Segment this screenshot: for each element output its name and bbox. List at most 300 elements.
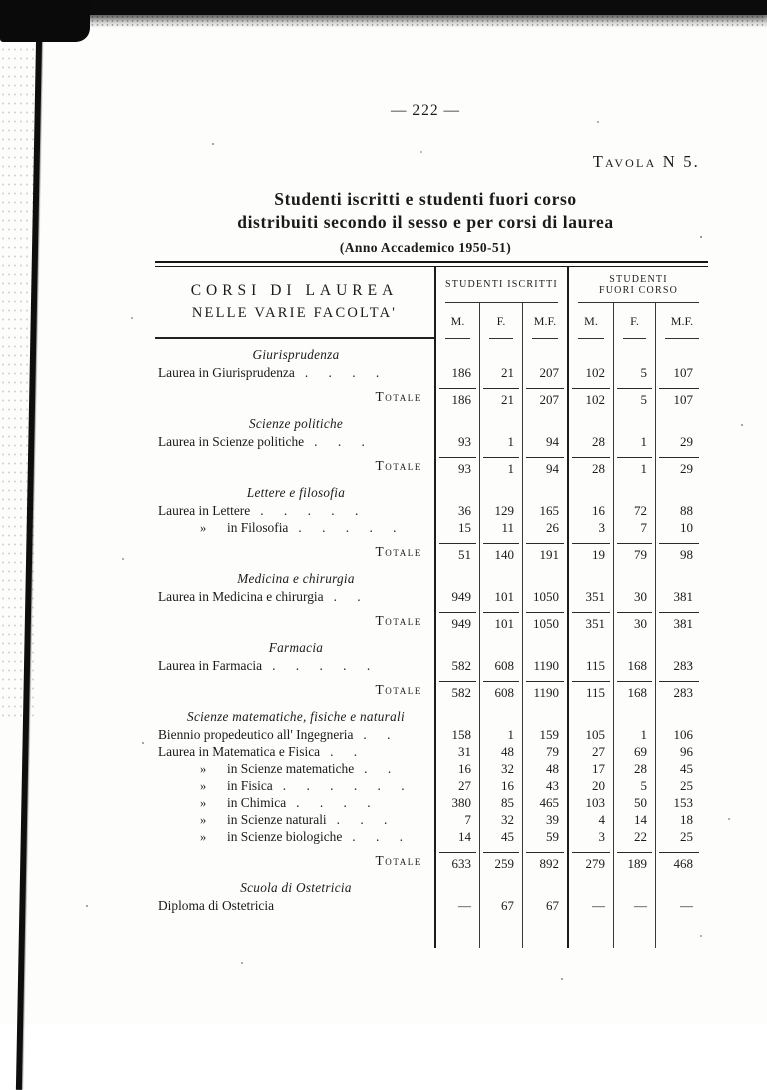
totale-value: 468 xyxy=(673,856,693,871)
subcolumn-headers xyxy=(436,303,567,339)
totale-value: 259 xyxy=(494,856,514,871)
sum-rule xyxy=(483,681,519,682)
empty-cell xyxy=(523,914,569,948)
column-header-f: F. xyxy=(480,303,523,339)
totale-value: 98 xyxy=(680,547,693,562)
sum-rule xyxy=(659,681,699,682)
value-cell: 207 xyxy=(523,364,569,381)
totale-value: 949 xyxy=(451,616,471,631)
table-row xyxy=(155,777,708,794)
empty-cell xyxy=(614,339,656,364)
totale-value-cell xyxy=(523,674,569,701)
empty-cell xyxy=(480,477,523,502)
totale-label: Totale xyxy=(155,845,436,872)
sum-rule xyxy=(439,388,476,389)
totale-value-cell xyxy=(614,536,656,563)
sum-rule xyxy=(439,681,476,682)
empty-cell xyxy=(480,701,523,726)
sum-rule xyxy=(526,457,564,458)
totale-value-cell xyxy=(523,536,569,563)
totale-value-cell xyxy=(614,605,656,632)
totale-value-cell xyxy=(569,536,614,563)
empty-cell xyxy=(523,632,569,657)
course-label: in Filosofia xyxy=(227,520,289,535)
course-label: Laurea in Lettere xyxy=(158,503,251,518)
table-row xyxy=(155,811,708,828)
section-header-row xyxy=(155,408,708,433)
totale-value: 1050 xyxy=(533,616,559,631)
ditto-mark: » xyxy=(200,521,207,535)
sum-rule xyxy=(659,543,699,544)
empty-cell xyxy=(569,339,614,364)
empty-cell xyxy=(523,339,569,364)
column-header-f: F. xyxy=(614,303,656,339)
value-cell: 608 xyxy=(480,657,523,674)
value-cell: 10 xyxy=(680,520,693,535)
totale-row xyxy=(155,381,708,408)
totale-value: 186 xyxy=(451,392,471,407)
column-header-m: M. xyxy=(569,303,614,339)
totale-value: 115 xyxy=(585,685,605,700)
totale-value-cell xyxy=(656,845,708,872)
value-cell: — xyxy=(680,898,693,913)
totale-value-cell xyxy=(656,381,708,408)
ditto-mark: » xyxy=(200,796,207,810)
sum-rule xyxy=(659,852,699,853)
value-cell: 32 xyxy=(480,760,523,777)
totale-value: 189 xyxy=(627,856,647,871)
column-header-mf: M.F. xyxy=(656,303,708,339)
value-cell: 18 xyxy=(680,812,693,827)
value-cell: 465 xyxy=(523,794,569,811)
sum-rule xyxy=(483,852,519,853)
value-cell: 582 xyxy=(436,657,480,674)
value-cell: 283 xyxy=(673,658,693,673)
value-cell: 106 xyxy=(673,727,693,742)
empty-cell xyxy=(436,872,480,897)
value-cell: 88 xyxy=(680,503,693,518)
group-header-studenti-iscritti xyxy=(436,267,569,339)
empty-cell xyxy=(569,477,614,502)
totale-label: Totale xyxy=(155,536,436,563)
value-cell: 79 xyxy=(523,743,569,760)
value-cell: 27 xyxy=(569,743,614,760)
value-cell: 21 xyxy=(480,364,523,381)
row-label xyxy=(155,811,436,828)
totale-value: 608 xyxy=(494,685,514,700)
course-label: Laurea in Scienze politiche xyxy=(158,434,305,449)
value-cell: 1190 xyxy=(523,657,569,674)
sum-rule xyxy=(483,388,519,389)
section-header-label: Scuola di Ostetricia xyxy=(155,872,436,897)
course-label: Laurea in Medicina e chirurgia xyxy=(158,589,324,604)
sum-rule xyxy=(483,612,519,613)
sum-rule xyxy=(439,457,476,458)
value-cell: 3 xyxy=(569,519,614,536)
value-cell: 16 xyxy=(436,760,480,777)
value-cell: 93 xyxy=(436,433,480,450)
totale-value-cell xyxy=(523,450,569,477)
course-label: Laurea in Farmacia xyxy=(158,658,263,673)
empty-cell xyxy=(523,408,569,433)
table-row xyxy=(155,588,708,605)
leader-dots: . . . . xyxy=(296,795,371,810)
value-cell: 36 xyxy=(436,502,480,519)
totale-value-cell xyxy=(569,845,614,872)
leader-dots: . . . xyxy=(314,434,365,449)
totale-label: Totale xyxy=(155,381,436,408)
leader-dots: . . . xyxy=(336,812,388,827)
value-cell: 381 xyxy=(673,589,693,604)
value-cell: 50 xyxy=(614,794,656,811)
value-cell: 67 xyxy=(523,897,569,914)
value-cell: — xyxy=(614,897,656,914)
subcolumn-headers xyxy=(569,303,708,339)
value-cell: 45 xyxy=(480,828,523,845)
totale-value: 207 xyxy=(539,392,559,407)
course-label: in Scienze matematiche xyxy=(227,761,355,776)
value-cell: 39 xyxy=(523,811,569,828)
value-cell: 3 xyxy=(569,828,614,845)
empty-cell xyxy=(436,701,480,726)
sum-rule xyxy=(526,681,564,682)
sum-rule xyxy=(572,612,610,613)
sum-rule xyxy=(572,457,610,458)
row-label xyxy=(155,828,436,845)
totale-value-cell xyxy=(656,674,708,701)
totale-value-cell xyxy=(436,381,480,408)
value-cell: 30 xyxy=(614,588,656,605)
ditto-mark: » xyxy=(200,813,207,827)
course-label: in Chimica xyxy=(227,795,287,810)
table-bottom-extension xyxy=(155,914,708,948)
value-cell: 14 xyxy=(614,811,656,828)
totale-value-cell xyxy=(436,674,480,701)
table-row xyxy=(155,897,708,914)
value-cell: 43 xyxy=(523,777,569,794)
empty-cell xyxy=(523,872,569,897)
sum-rule xyxy=(572,681,610,682)
table-row xyxy=(155,743,708,760)
totale-label: Totale xyxy=(155,674,436,701)
empty-cell xyxy=(569,914,614,948)
section-header-row xyxy=(155,701,708,726)
group-label xyxy=(436,267,567,303)
empty-cell xyxy=(569,632,614,657)
leader-dots: . . . . . xyxy=(272,658,371,673)
value-cell: 4 xyxy=(569,811,614,828)
table-row xyxy=(155,364,708,381)
empty-cell xyxy=(569,563,614,588)
table-row xyxy=(155,760,708,777)
empty-cell xyxy=(480,914,523,948)
value-cell: 1 xyxy=(614,433,656,450)
leader-dots: . . . . . xyxy=(298,520,397,535)
totale-row xyxy=(155,605,708,632)
totale-label: Totale xyxy=(155,605,436,632)
value-cell: 25 xyxy=(680,829,693,844)
scan-corner-blob xyxy=(0,0,90,42)
leader-dots: . . . . . . xyxy=(282,778,405,793)
section-header-label: Scienze politiche xyxy=(155,408,436,433)
totale-value: 633 xyxy=(451,856,471,871)
section-header-row xyxy=(155,872,708,897)
table-row xyxy=(155,828,708,845)
sum-rule xyxy=(439,543,476,544)
value-cell: 45 xyxy=(680,761,693,776)
empty-cell xyxy=(523,563,569,588)
value-cell: 96 xyxy=(680,744,693,759)
row-label xyxy=(155,433,436,450)
table-row xyxy=(155,794,708,811)
table-row xyxy=(155,657,708,674)
value-cell: 103 xyxy=(569,794,614,811)
empty-cell xyxy=(569,701,614,726)
sum-rule xyxy=(659,388,699,389)
empty-cell xyxy=(569,872,614,897)
sum-rule xyxy=(526,612,564,613)
empty-cell xyxy=(656,701,708,726)
totale-value: 94 xyxy=(546,461,559,476)
empty-cell xyxy=(523,701,569,726)
section-header-label: Farmacia xyxy=(155,632,436,657)
totale-value-cell xyxy=(436,536,480,563)
sum-rule xyxy=(439,852,476,853)
value-cell: 25 xyxy=(680,778,693,793)
totale-value: 582 xyxy=(451,685,471,700)
leader-dots: . . . xyxy=(352,829,404,844)
empty-cell xyxy=(656,408,708,433)
leader-dots: . . xyxy=(363,727,391,742)
sum-rule xyxy=(617,543,652,544)
empty-cell xyxy=(480,632,523,657)
empty-cell xyxy=(656,632,708,657)
value-cell: 168 xyxy=(614,657,656,674)
totale-value-cell xyxy=(569,381,614,408)
totale-value: 51 xyxy=(458,547,471,562)
totale-value: 168 xyxy=(627,685,647,700)
value-cell: 59 xyxy=(523,828,569,845)
totale-value-cell xyxy=(436,845,480,872)
value-cell: 72 xyxy=(614,502,656,519)
totale-value-cell xyxy=(569,605,614,632)
value-cell: 7 xyxy=(436,811,480,828)
totale-value: 1 xyxy=(507,461,514,476)
course-label: Biennio propedeutico all' Ingegneria xyxy=(158,727,354,742)
value-cell: 48 xyxy=(523,760,569,777)
table-body xyxy=(155,339,708,948)
empty-cell xyxy=(614,408,656,433)
empty-cell xyxy=(656,477,708,502)
value-cell: 15 xyxy=(436,519,480,536)
totale-value-cell xyxy=(480,845,523,872)
sum-rule xyxy=(483,457,519,458)
row-label xyxy=(155,364,436,381)
sum-rule xyxy=(617,681,652,682)
empty-cell xyxy=(480,872,523,897)
empty-cell xyxy=(436,408,480,433)
leader-dots: . . xyxy=(364,761,392,776)
value-cell: 949 xyxy=(436,588,480,605)
row-label xyxy=(155,726,436,743)
course-label: in Scienze biologiche xyxy=(227,829,343,844)
value-cell: 48 xyxy=(480,743,523,760)
course-label: in Scienze naturali xyxy=(227,812,327,827)
value-cell: 31 xyxy=(436,743,480,760)
leader-dots: . . xyxy=(330,744,358,759)
value-cell: 165 xyxy=(523,502,569,519)
totale-value: 140 xyxy=(494,547,514,562)
totale-value: 30 xyxy=(634,616,647,631)
totale-value: 29 xyxy=(680,461,693,476)
empty-cell xyxy=(155,914,436,948)
empty-cell xyxy=(523,477,569,502)
totale-row xyxy=(155,845,708,872)
sum-rule xyxy=(572,852,610,853)
value-cell: 22 xyxy=(614,828,656,845)
group-label-line: STUDENTI xyxy=(609,273,668,285)
document-title-line1: Studenti iscritti e studenti fuori corso xyxy=(274,189,577,209)
value-cell: 105 xyxy=(569,726,614,743)
value-cell: 69 xyxy=(614,743,656,760)
statistics-table xyxy=(155,261,708,948)
value-cell: 1 xyxy=(614,726,656,743)
value-cell: 85 xyxy=(480,794,523,811)
totale-row xyxy=(155,674,708,701)
value-cell: 101 xyxy=(480,588,523,605)
table-row xyxy=(155,433,708,450)
totale-value: 101 xyxy=(494,616,514,631)
table-header xyxy=(155,267,708,339)
empty-cell xyxy=(614,632,656,657)
row-label xyxy=(155,502,436,519)
totale-value: 381 xyxy=(673,616,693,631)
sum-rule xyxy=(572,543,610,544)
course-label: Diploma di Ostetricia xyxy=(158,898,275,913)
totale-value-cell xyxy=(480,674,523,701)
column-header-mf: M.F. xyxy=(523,303,567,339)
document-title-line2: distribuiti secondo il sesso e per corsi di laurea xyxy=(237,212,614,232)
empty-cell xyxy=(480,563,523,588)
sum-rule xyxy=(526,388,564,389)
sum-rule xyxy=(617,612,652,613)
page-number: — 222 — xyxy=(391,102,460,119)
sum-rule xyxy=(439,612,476,613)
empty-cell xyxy=(480,408,523,433)
course-label: Laurea in Matematica e Fisica xyxy=(158,744,321,759)
ditto-mark: » xyxy=(200,779,207,793)
totale-value-cell xyxy=(614,450,656,477)
value-cell: 107 xyxy=(673,365,693,380)
section-header-row xyxy=(155,339,708,364)
sum-rule xyxy=(617,852,652,853)
table-number-label: Tavola N 5. xyxy=(592,152,700,171)
empty-cell xyxy=(436,339,480,364)
empty-cell xyxy=(436,632,480,657)
column-header-m: M. xyxy=(436,303,480,339)
empty-cell xyxy=(614,701,656,726)
table-row xyxy=(155,519,708,536)
value-cell: 351 xyxy=(569,588,614,605)
totale-value: 283 xyxy=(673,685,693,700)
totale-value-cell xyxy=(614,674,656,701)
totale-value: 93 xyxy=(458,461,471,476)
totale-row xyxy=(155,450,708,477)
totale-value-cell xyxy=(656,536,708,563)
group-label xyxy=(569,267,708,303)
totale-value-cell xyxy=(569,450,614,477)
scan-speckles xyxy=(0,0,2,2)
value-cell: 1 xyxy=(480,726,523,743)
section-header-row xyxy=(155,632,708,657)
totale-value: 79 xyxy=(634,547,647,562)
sum-rule xyxy=(483,543,519,544)
sum-rule xyxy=(659,457,699,458)
totale-value-cell xyxy=(656,605,708,632)
totale-value: 107 xyxy=(673,392,693,407)
totale-value-cell xyxy=(523,381,569,408)
totale-value-cell xyxy=(523,605,569,632)
table-row xyxy=(155,726,708,743)
value-cell: 14 xyxy=(436,828,480,845)
value-cell: 17 xyxy=(569,760,614,777)
group-label-line: FUORI CORSO xyxy=(598,285,679,296)
totale-value: 19 xyxy=(592,547,605,562)
value-cell: 5 xyxy=(614,777,656,794)
sum-rule xyxy=(617,457,652,458)
totale-row xyxy=(155,536,708,563)
value-cell: 129 xyxy=(480,502,523,519)
empty-cell xyxy=(656,339,708,364)
totale-value: 1190 xyxy=(533,685,559,700)
value-cell: 102 xyxy=(569,364,614,381)
value-cell: — xyxy=(569,897,614,914)
corner-header-line1: CORSI DI LAUREA xyxy=(190,282,399,299)
value-cell: 11 xyxy=(480,519,523,536)
empty-cell xyxy=(614,872,656,897)
ditto-mark: » xyxy=(200,762,207,776)
section-header-label: Giurisprudenza xyxy=(155,339,436,364)
sum-rule xyxy=(572,388,610,389)
totale-value: 102 xyxy=(585,392,605,407)
empty-cell xyxy=(480,339,523,364)
empty-cell xyxy=(436,563,480,588)
totale-value-cell xyxy=(523,845,569,872)
empty-cell xyxy=(614,477,656,502)
section-header-label: Lettere e filosofia xyxy=(155,477,436,502)
sum-rule xyxy=(526,543,564,544)
value-cell: — xyxy=(436,897,480,914)
totale-value: 1 xyxy=(640,461,647,476)
totale-value: 28 xyxy=(592,461,605,476)
empty-cell xyxy=(614,563,656,588)
empty-cell xyxy=(569,408,614,433)
totale-value-cell xyxy=(436,605,480,632)
value-cell: 28 xyxy=(569,433,614,450)
empty-cell xyxy=(656,563,708,588)
empty-cell xyxy=(656,872,708,897)
row-label xyxy=(155,657,436,674)
empty-cell xyxy=(614,914,656,948)
leader-dots: . . xyxy=(333,589,361,604)
value-cell: 16 xyxy=(569,502,614,519)
row-label xyxy=(155,760,436,777)
row-label xyxy=(155,588,436,605)
totale-value-cell xyxy=(480,536,523,563)
value-cell: 29 xyxy=(680,434,693,449)
totale-value-cell xyxy=(614,381,656,408)
totale-value: 351 xyxy=(585,616,605,631)
